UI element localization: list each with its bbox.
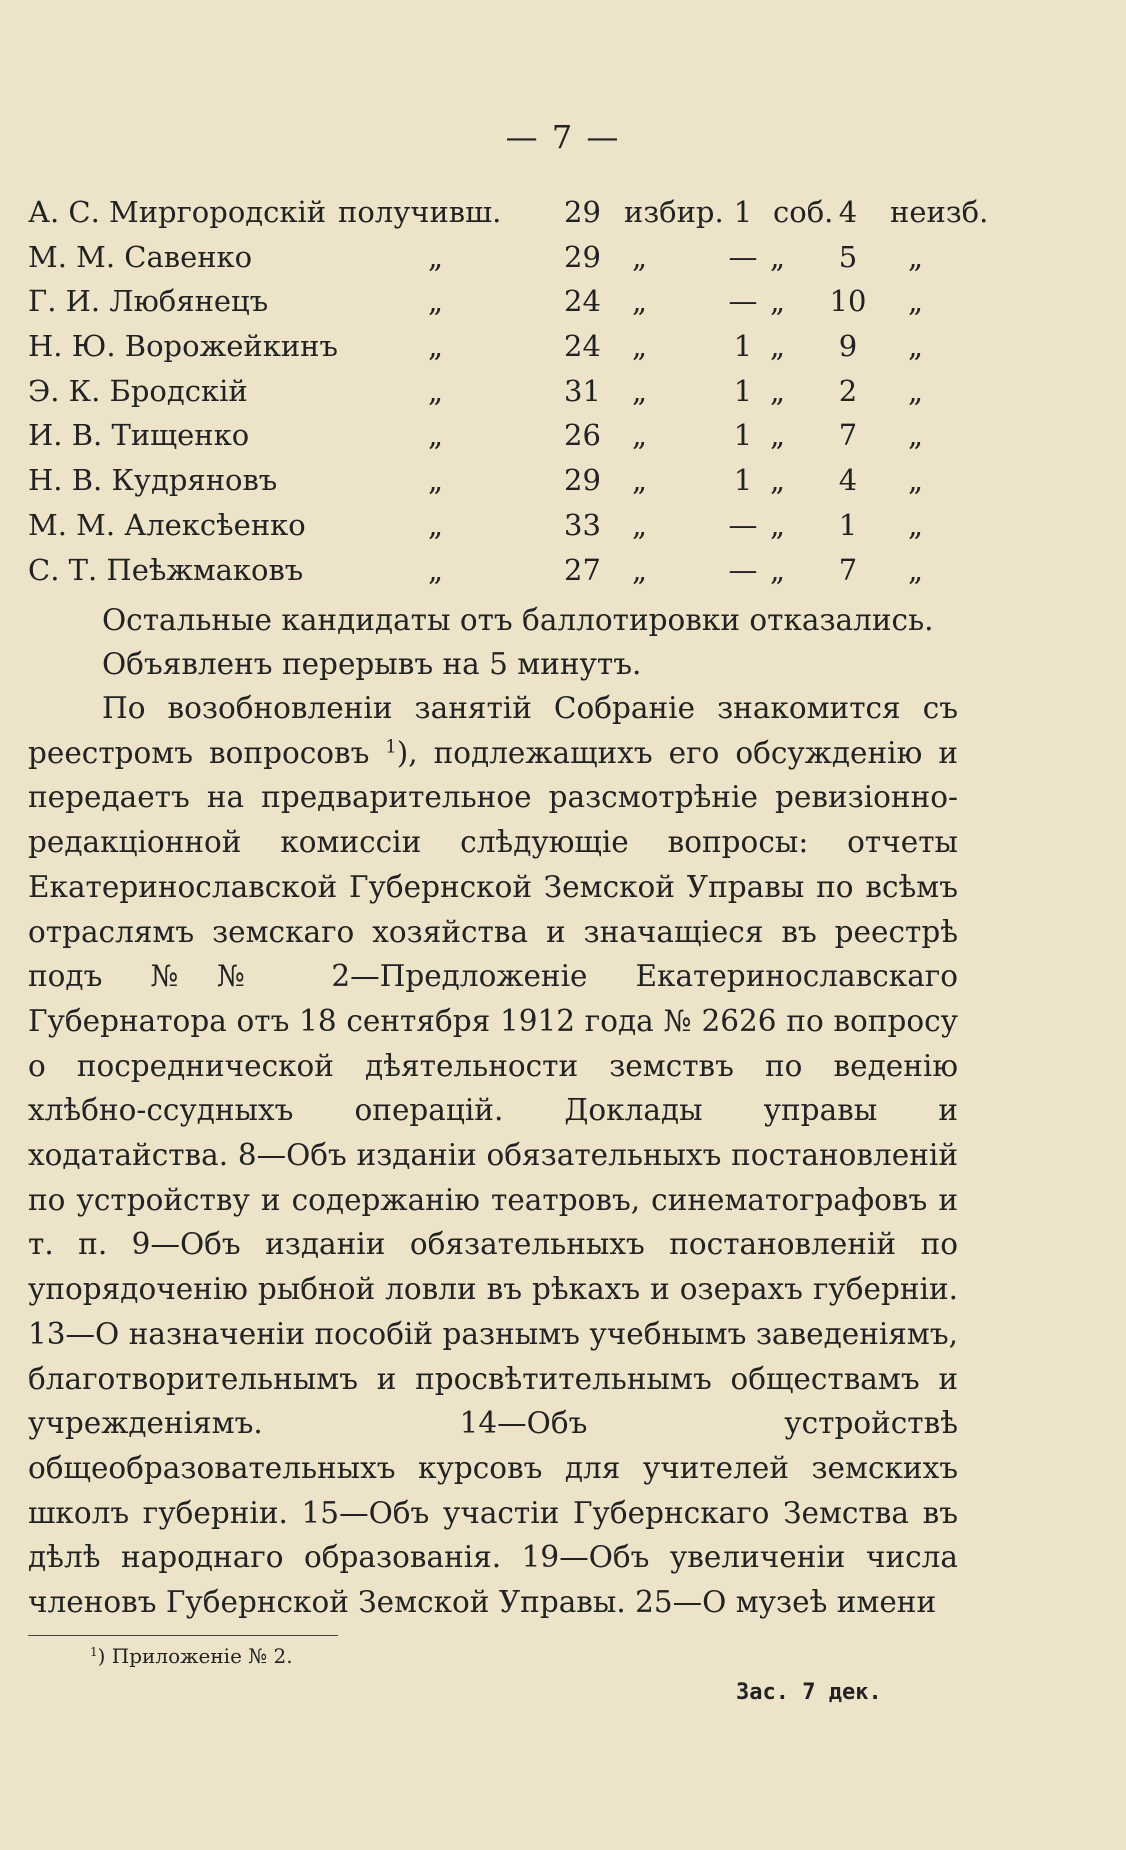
elected-votes: 24: [564, 329, 601, 364]
ditto-mark: „: [908, 284, 924, 319]
refused-candidates-paragraph: Остальные кандидаты отъ баллотировки отказались.: [102, 603, 934, 637]
candidate-name: С. Т. Пеѣжмаковъ: [28, 552, 304, 587]
break-announcement-paragraph: Объявленъ перерывъ на 5 минутъ.: [102, 647, 642, 681]
result-row: [28, 413, 1126, 458]
ditto-mark: „: [908, 552, 924, 587]
ditto-mark: „: [632, 552, 648, 587]
ditto-mark: „: [632, 463, 648, 498]
ditto-mark: „: [770, 552, 786, 587]
candidate-name: А. С. Миргородскій: [28, 195, 327, 229]
footnote-divider: [28, 1635, 338, 1636]
result-row: [28, 369, 1126, 414]
ditto-mark: „: [908, 507, 924, 542]
result-row: [28, 279, 1126, 324]
not-elected-votes: 4: [838, 463, 858, 498]
abstained-votes: 1: [733, 463, 753, 498]
abstained-label: соб.: [773, 195, 834, 229]
candidate-name: Н. Ю. Ворожейкинъ: [28, 329, 338, 364]
candidate-name: Г. И. Любянецъ: [28, 284, 269, 319]
ditto-mark: „: [908, 329, 924, 364]
not-elected-votes: 10: [829, 284, 867, 319]
agenda-paragraph: [28, 686, 958, 1625]
elected-votes: 29: [564, 463, 601, 498]
ditto-mark: „: [632, 239, 648, 274]
elected-votes: 33: [564, 507, 601, 542]
abstained-votes: 1: [733, 373, 753, 408]
result-row: [28, 548, 1126, 593]
ditto-mark: „: [908, 463, 924, 498]
not-elected-votes: 9: [838, 329, 858, 364]
signature-line: Зас. 7 дек.: [736, 1680, 882, 1705]
ditto-mark: „: [632, 418, 648, 453]
ditto-mark: „: [428, 373, 444, 408]
elected-label: избир.: [624, 195, 724, 229]
ditto-mark: „: [428, 552, 444, 587]
ditto-mark: „: [632, 507, 648, 542]
result-row: [28, 324, 1126, 369]
not-elected-votes: 2: [838, 373, 858, 408]
not-elected-label: неизб.: [890, 195, 989, 229]
not-elected-votes: 7: [838, 552, 858, 587]
footnote-marker: 1: [90, 1644, 98, 1659]
not-elected-votes: 4: [838, 195, 858, 229]
ditto-mark: „: [770, 418, 786, 453]
ditto-mark: „: [908, 239, 924, 274]
ditto-mark: „: [908, 373, 924, 408]
elected-votes: 26: [564, 418, 601, 453]
footnote-reference: 1: [385, 737, 397, 758]
candidate-name: Н. В. Кудряновъ: [28, 463, 278, 498]
ditto-mark: „: [632, 284, 648, 319]
not-elected-votes: 7: [838, 418, 858, 453]
candidate-name: М. М. Алексѣенко: [28, 507, 306, 542]
ditto-mark: „: [770, 463, 786, 498]
elected-votes: 27: [564, 552, 601, 587]
received-label: получивш.: [338, 195, 502, 229]
result-row: [28, 190, 1126, 235]
result-row: [28, 503, 1126, 548]
ditto-mark: „: [770, 373, 786, 408]
candidate-name: Э. К. Бродскій: [28, 373, 248, 408]
not-elected-votes: 1: [838, 507, 858, 542]
abstained-votes: 1: [733, 329, 753, 364]
ditto-mark: „: [770, 329, 786, 364]
ditto-mark: „: [428, 239, 444, 274]
ditto-mark: „: [632, 329, 648, 364]
ditto-mark: „: [632, 373, 648, 408]
ditto-mark: „: [428, 329, 444, 364]
result-row: [28, 235, 1126, 280]
footnote-text: ) Приложеніе № 2.: [97, 1644, 293, 1668]
page-number: — 7 —: [505, 118, 621, 156]
ditto-mark: „: [770, 507, 786, 542]
ditto-mark: „: [770, 239, 786, 274]
candidate-name: И. В. Тищенко: [28, 418, 250, 453]
abstained-votes: —: [728, 239, 758, 274]
abstained-votes: —: [728, 552, 758, 587]
ditto-mark: „: [908, 418, 924, 453]
result-row: [28, 458, 1126, 503]
elected-votes: 24: [564, 284, 601, 319]
agenda-text-rest: ), подлежащихъ его обсужденію и передаетъ на предварительное разсмотрѣніе ревизіонно-редакціонной комиссіи слѣдующіе вопросы: отчеты Екатеринославской Губернской Земской Управы по всѣмъ отраслямъ земскаго хозяйства и значащіеся въ реестрѣ подъ №№ 2—Предложеніе Екатеринославскаго Губернатора отъ 18 сентября 1912 года № 2626 по вопросу о посреднической дѣятельности земствъ по веденію хлѣбно-ссудныхъ операцій. Доклады управы и ходатайства. 8—Объ изданіи обязательныхъ постановленій по устройству и содержанію театровъ, синематографовъ и т. п. 9—Объ изданіи обязательныхъ постановленій по упорядоченію рыбной ловли въ рѣкахъ и озерахъ губерніи. 13—О назначеніи пособій разнымъ учебнымъ заведеніямъ, благотворительнымъ и просвѣтительнымъ обществамъ и учрежденіямъ. 14—Объ устройствѣ общеобразовательныхъ курсовъ для учителей земскихъ школъ губерніи. 15—Объ участіи Губернскаго Земства въ дѣлѣ народнаго образованія. 19—Объ увеличеніи числа членовъ Губернской Земской Управы. 25—О музеѣ имени: [28, 735, 958, 1620]
abstained-votes: —: [728, 507, 758, 542]
ditto-mark: „: [770, 284, 786, 319]
elected-votes: 31: [564, 373, 601, 408]
candidate-name: М. М. Савенко: [28, 239, 253, 274]
elected-votes: 29: [564, 239, 601, 274]
agenda-text-start: По возобновленіи занятій Собраніе знакомится съ реестромъ вопросовъ: [28, 691, 958, 770]
ditto-mark: „: [428, 284, 444, 319]
abstained-votes: 1: [733, 418, 753, 453]
not-elected-votes: 5: [838, 239, 858, 274]
ditto-mark: „: [428, 418, 444, 453]
abstained-votes: —: [728, 284, 758, 319]
abstained-votes: 1: [733, 195, 753, 229]
ditto-mark: „: [428, 463, 444, 498]
elected-votes: 29: [564, 195, 601, 229]
footnote: [90, 1642, 293, 1670]
ditto-mark: „: [428, 507, 444, 542]
election-results-table: [28, 190, 1126, 592]
